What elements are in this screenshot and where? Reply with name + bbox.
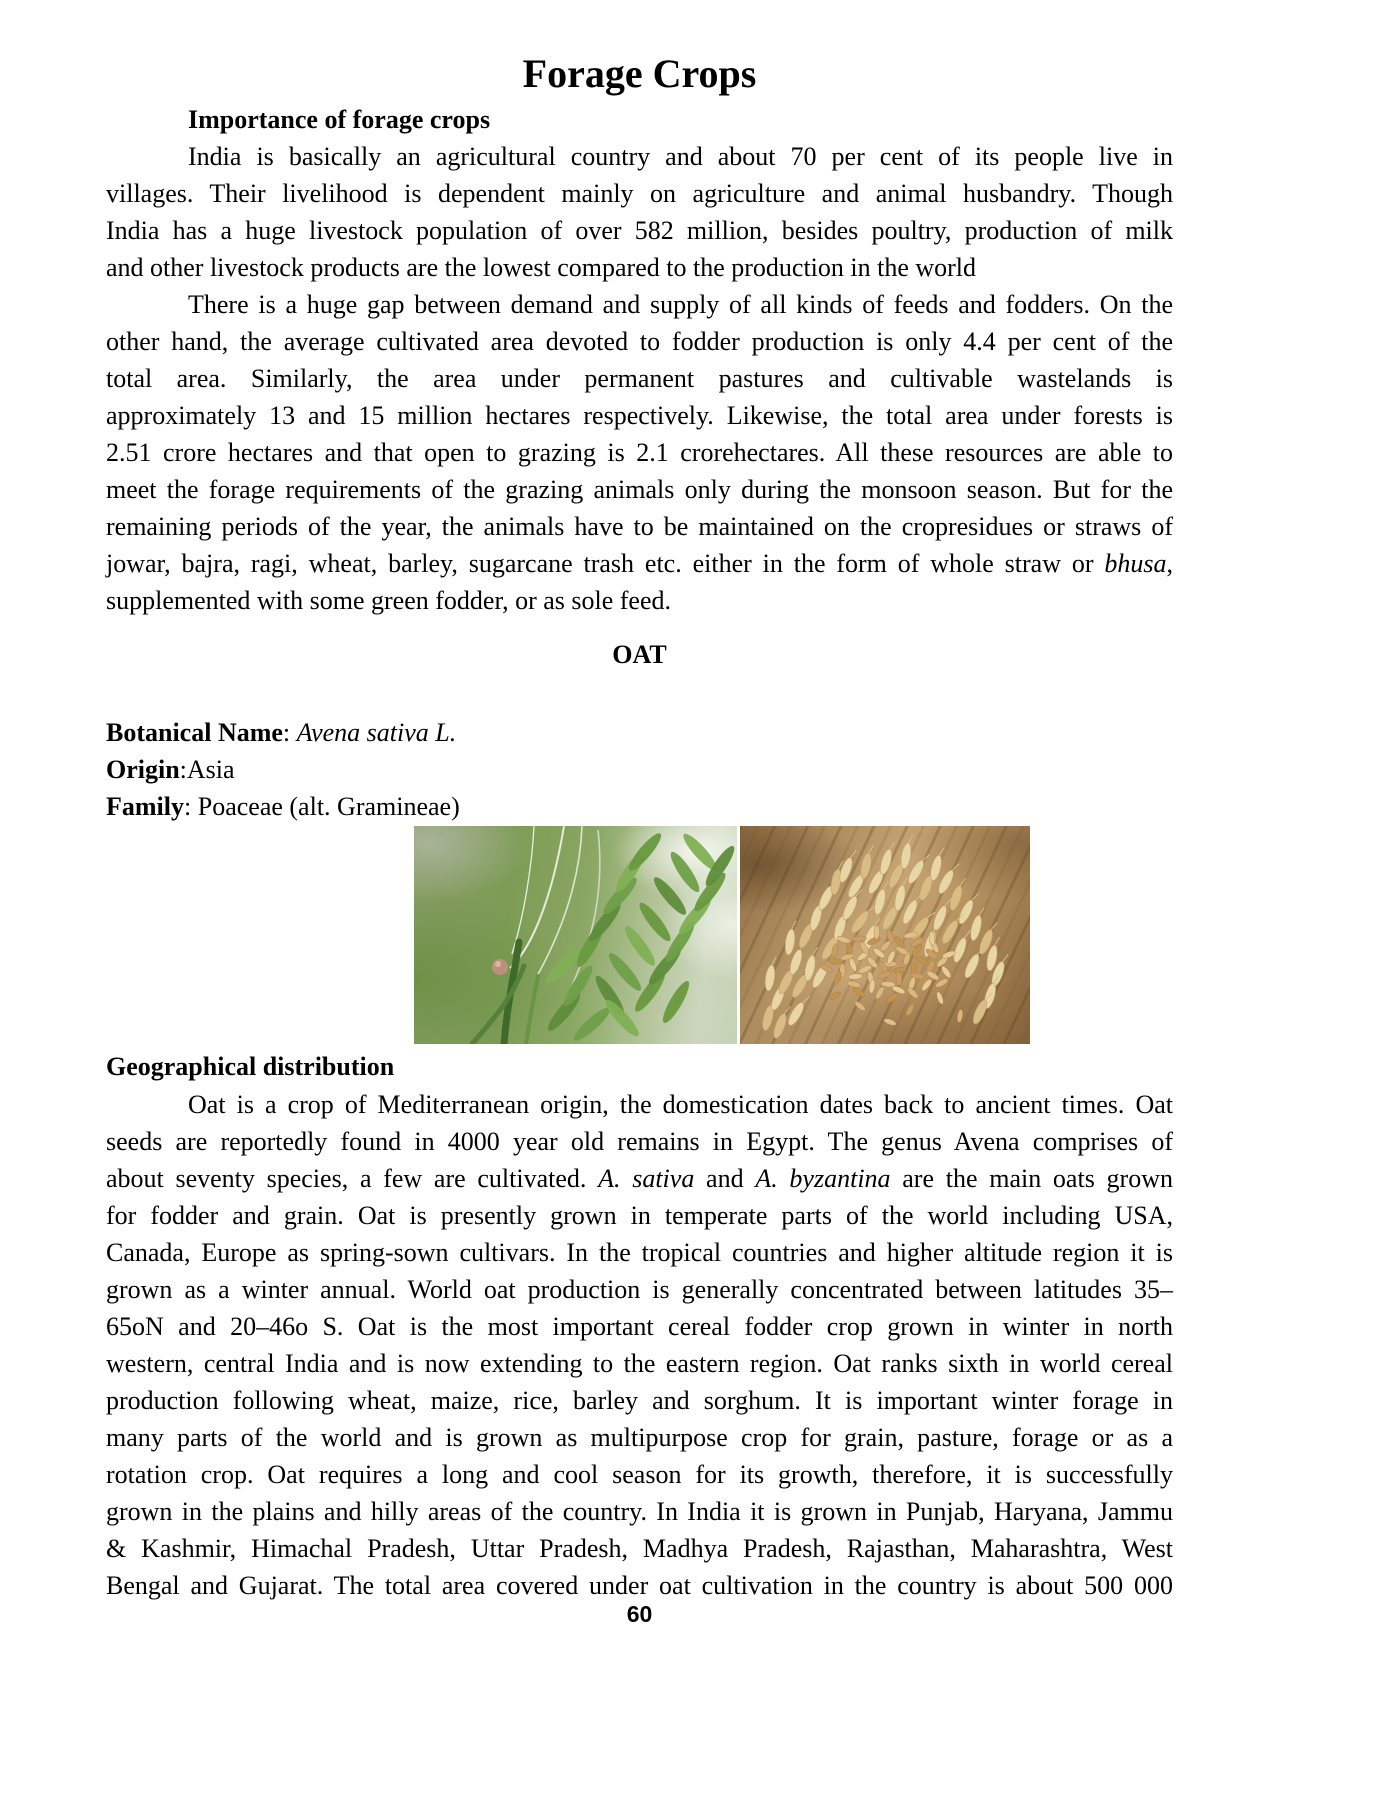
- paragraph-importance-2: [106, 286, 1173, 619]
- text-line: remaining periods of the year, the animals have to be maintained on the cropresidues or straws of: [106, 512, 1173, 541]
- text-line: Oat is a crop of Mediterranean origin, the domestication dates back to ancient times. Oat: [188, 1090, 1173, 1119]
- page-number: 60: [626, 1601, 653, 1627]
- page-title: Forage Crops: [522, 51, 757, 96]
- fact-line: Botanical Name: Avena sativa L.: [106, 718, 457, 747]
- text-line: about seventy species, a few are cultivated. A. sativa and A. byzantina are the main oats grown: [106, 1164, 1173, 1193]
- text-line: rotation crop. Oat requires a long and cool season for its growth, therefore, it is successfully: [106, 1460, 1173, 1489]
- text-line: other hand, the average cultivated area devoted to fodder production is only 4.4 per cent of the: [106, 327, 1173, 356]
- heading-geographical-distribution: Geographical distribution: [106, 1052, 395, 1081]
- oat-facts-block: [106, 714, 1173, 825]
- text-line: and other livestock products are the lowest compared to the production in the world: [106, 253, 977, 282]
- text-line: production following wheat, maize, rice, barley and sorghum. It is important winter forage in: [106, 1386, 1173, 1415]
- text-line: jowar, bajra, ragi, wheat, barley, sugarcane trash etc. either in the form of whole straw or bhusa,: [106, 549, 1173, 578]
- text-line: India is basically an agricultural country and about 70 per cent of its people live in: [188, 142, 1173, 171]
- text-line: seeds are reportedly found in 4000 year old remains in Egypt. The genus Avena comprises of: [106, 1127, 1173, 1156]
- text-line: supplemented with some green fodder, or as sole feed.: [106, 586, 672, 615]
- text-line: meet the forage requirements of the grazing animals only during the monsoon season. But for the: [106, 475, 1173, 504]
- oat-grains-photo: [740, 826, 1030, 1044]
- paragraph-importance-1: [106, 138, 1173, 286]
- text-line: for fodder and grain. Oat is presently grown in temperate parts of the world including USA,: [106, 1201, 1173, 1230]
- text-line: total area. Similarly, the area under permanent pastures and cultivable wastelands is: [106, 364, 1173, 393]
- oat-plant-photo: [414, 826, 737, 1044]
- fact-line: Origin:Asia: [106, 755, 235, 784]
- text-line: Bengal and Gujarat. The total area covered under oat cultivation in the country is about 500 000: [106, 1571, 1173, 1600]
- text-line: villages. Their livelihood is dependent mainly on agriculture and animal husbandry. Though: [106, 179, 1173, 208]
- heading-importance-of-forage-crops: Importance of forage crops: [188, 105, 491, 134]
- paragraph-geographical: [106, 1086, 1173, 1604]
- text-line: grown as a winter annual. World oat production is generally concentrated between latitudes 35–: [106, 1275, 1173, 1304]
- text-line: many parts of the world and is grown as multipurpose crop for grain, pasture, forage or as a: [106, 1423, 1173, 1452]
- oat-grains-illustration: [740, 826, 1030, 1044]
- text-line: India has a huge livestock population of over 582 million, besides poultry, production of milk: [106, 216, 1173, 245]
- text-line: approximately 13 and 15 million hectares respectively. Likewise, the total area under forests is: [106, 401, 1173, 430]
- heading-oat: OAT: [612, 640, 667, 669]
- text-line: There is a huge gap between demand and supply of all kinds of feeds and fodders. On the: [188, 290, 1173, 319]
- text-line: western, central India and is now extending to the eastern region. Oat ranks sixth in world cereal: [106, 1349, 1173, 1378]
- oat-plant-illustration: [414, 826, 737, 1044]
- fact-line: Family: Poaceae (alt. Gramineae): [106, 792, 460, 821]
- text-line: grown in the plains and hilly areas of the country. In India it is grown in Punjab, Haryana, Jammu: [106, 1497, 1173, 1526]
- text-line: & Kashmir, Himachal Pradesh, Uttar Pradesh, Madhya Pradesh, Rajasthan, Maharashtra, West: [106, 1534, 1173, 1563]
- text-line: 65oN and 20–46o S. Oat is the most important cereal fodder crop grown in winter in north: [106, 1312, 1173, 1341]
- text-line: Canada, Europe as spring-sown cultivars. In the tropical countries and higher altitude region it is: [106, 1238, 1173, 1267]
- text-line: 2.51 crore hectares and that open to grazing is 2.1 crorehectares. All these resources are able to: [106, 438, 1173, 467]
